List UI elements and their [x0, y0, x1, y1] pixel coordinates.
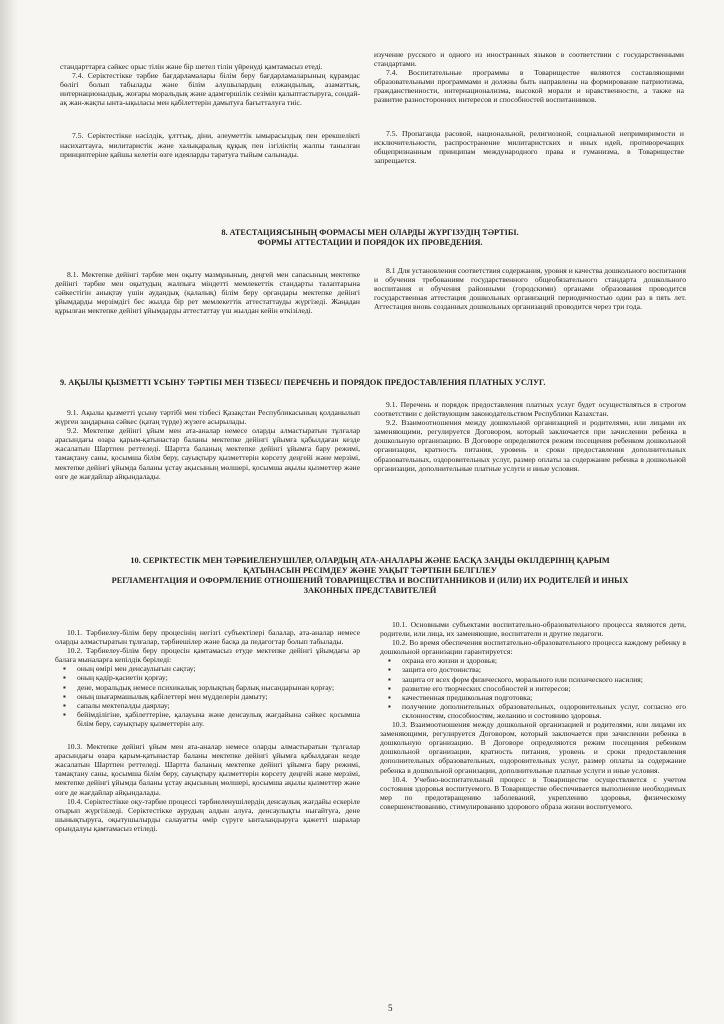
- s10-left-p3: 10.3. Мектепке дейінгі ұйым мен ата-аналар немесе оларды алмастыратын тұлғалар арасындағы өзара қарым-қатынастар баланы мектепке дейінгі ұйымға қабылдаған кезде жасалатын Шартпен реттеледі. Шартта баланың мектепке дейінгі ұйымға бару режимі, тамақтану саны, қосымша білім беру, сауықтыру қызметтерін көрсету деңгейі және мерзімі, мектепке дейінгі ұйымда баланы ұстау ақысының мөлшері, қосымша ақылы қызметтер және өзге де жағдайлар айқындалады.: [55, 742, 360, 797]
- list-item: ▪ защита от всех форм физического, морального или психического насилия;: [402, 675, 686, 684]
- s9-right-p1: 9.1. Перечень и порядок предоставления платных услуг будет осуществляться в строгом соответствии с действующим законодательством Республики Казахстан.: [374, 400, 686, 419]
- s10-left-column: [55, 628, 360, 833]
- s9-left-column: [55, 408, 360, 481]
- list-item: ▪ защита его достоинства;: [402, 665, 686, 674]
- s7-right-p0: изучение русского и одного из иностранных языков в соответствии с государственными стандартами.: [374, 50, 684, 69]
- page-number: 5: [388, 1003, 393, 1013]
- s10-heading-ru-2: ЗАКОННЫХ ПРЕДСТАВИТЕЛЕЙ: [303, 586, 437, 595]
- s10-right-p1: 10.1. Основными субъектами воспитательно-образовательного процесса являются дети, родители, или лица, их заменяющие, воспитатели и другие педагоги.: [380, 620, 686, 639]
- s10-heading-kz-1: 10. СЕРІКТЕСТІК МЕН ТӘРБИЕЛЕНУШІЛЕР, ОЛАРДЫҢ АТА-АНАЛАРЫ ЖӘНЕ БАСҚА ЗАҢДЫ ӨКІЛДЕРІНІҢ ҚАРЫМ: [130, 556, 610, 565]
- s8-heading-ru: ФОРМЫ АТТЕСТАЦИИ И ПОРЯДОК ИХ ПРОВЕДЕНИЯ.: [257, 238, 483, 247]
- s7-left-p2: 7.5. Серіктестікке нәсілдік, ұлттық, діни, әлеуметтік ымырасыздық пен ерекшелікті насихаттауға, милитаристік және халықаралық құқық пен ізгіліктің жалпы танылған принциптеріне қайшы келетін өзге идеяларды таратуға тыйым салынады.: [60, 131, 360, 159]
- s10-right-p4: 10.4. Учебно-воспитательный процесс в Товариществе осуществляется с учетом состояния здоровья воспитуемого. В Товариществе обеспечивается выполнение необходимых мер по предотвращению заболеваний, укреплению здоровья, физическому совершенствованию, стимулированию здорового образа жизни воспитуемого.: [380, 774, 686, 811]
- s10-heading: [40, 556, 700, 596]
- s8-heading-kz: 8. АТЕСТАЦИЯСЫНЫҢ ФОРМАСЫ МЕН ОЛАРДЫ ЖҮРГІЗУДІҢ ТӘРТІБІ.: [221, 228, 519, 237]
- list-item: ▪ получение дополнительных образовательных, оздоровительных услуг, согласно его склонностям, способностям, желанию и состоянию здоровья.: [402, 702, 686, 720]
- list-item: ▪ дене, моральдық немесе психикалық зорлықтың барлық нысандарынан қорғау;: [77, 683, 360, 692]
- s10-left-p1: 10.1. Тәрбиелеу-білім беру процесінің негізгі субъектілері балалар, ата-аналар немесе оларды алмастыратын тұлғалар, тәрбиешілер және басқа да педагогтар болып табылады.: [55, 628, 360, 647]
- list-item: ▪ оның шығармашылық қабілеттері мен мүдделерін дамыту;: [77, 692, 360, 701]
- s10-left-p4: 10.4. Серіктестікке оқу-тәрбие процессі тәрбиеленушілердің денсаулық жағдайы ескеріле отырып жүргізіледі. Серіктестікке аурудың алдын алуға, денсаулықты нығайтуға, дене шынықтыруға, оқытушылырды салауатты өмір сүруге ынталандыруға қажетті шаралар орындалуы қамтамасыз етіледі.: [55, 796, 360, 833]
- s9-left-p2: 9.2. Мектепке дейінгі ұйым мен ата-аналар немесе оларды алмастыратын тұлғалар арасындағы өзара қарым-қатынастар баланы мектепке дейінгі ұйымға қабылдаған кезде жасалатын Шартпен реттеледі. Шартта баланың мектепке дейінгі ұйымға бару режимі, тамақтану саны, қосымша білім беру, сауықтыру қызметтерін көрсету деңгейі және мерзімі, мектепке дейінгі ұйымда баланы ұстау ақысының мөлшері, қосымша ақылы қызметтер және өзге де жағдайлар айқындалады.: [55, 426, 360, 481]
- list-item: ▪ оның өмірі мен денсаулығын сақтау;: [77, 664, 360, 673]
- s8-right-column: [374, 266, 686, 311]
- s9-heading-text: 9. АҚЫЛЫ ҚЫЗМЕТТІ ҰСЫНУ ТӘРТІБІ МЕН ТІЗБЕСІ/ ПЕРЕЧЕНЬ И ПОРЯДОК ПРЕДОСТАВЛЕНИЯ ПЛАТНЫХ УСЛУГ.: [60, 378, 546, 387]
- s9-right-p2: 9.2. Взаимоотношения между дошкольной организацией и родителями, или лицами их заменяющими, регулируется Договором, который заключается при зачислении ребенка в дошкольную организацию. В Договоре определяются режим посещения ребенком дошкольной организации, кратность питания, уровень и сроки предоставления дополнительных образовательных, оздоровительных услуг, размер оплаты за содержание ребенка в дошкольной организации, дополнительные платные услуги и иные условия.: [374, 418, 686, 473]
- s8-left-p: 8.1. Мектепке дейінгі тәрбие мен оқыту мазмұнының, деңгей мен сапасының мектепке дейінгі тәрбие мен оқытудың жалпыға міндетті мемлекеттік стандарты талаптарына сәйкестігін анықтау үшін аудандық (қалалық) білім беру органдары мектепке дейінгі ұйымдарды мерзімдігі бес жылда бір рет мемлекеттік аттестаттауды жүргізеді. Жаңадан құрылған мектепке дейінгі ұйымдарды аттестаттау үш жылдан кейін өткізіледі.: [55, 270, 360, 316]
- s10-left-list: [55, 664, 360, 728]
- list-item: ▪ качественная предшкольная подготовка;: [402, 693, 686, 702]
- list-item: ▪ бейімділігіне, қабілеттеріне, қалауына және денсаулық жағдайына сәйкес қосымша білім беру, сауықтыру қызметтерін алу.: [77, 710, 360, 728]
- list-item: ▪ оның қадір-қасиетін қорғау;: [77, 673, 360, 682]
- list-item: ▪ сапалы мектепалды даярлау;: [77, 701, 360, 710]
- s7-left-p1: 7.4. Серіктестікке тәрбие бағдарламалары білім беру бағдарламаларының құрамдас бөлігі болып табылады және білім алушылардың елжандылық, азаматтық, интернационалдық, жоғары моральдық және адамгершілік сезімін қалыптастыруға, сондай-ақ жан-жақты ынта-ықыласы мен қабілеттерін дамытуға бағытталуға тиіс.: [60, 71, 360, 108]
- list-item: ▪ развитие его творческих способностей и интересов;: [402, 684, 686, 693]
- s7-right-p1: 7.4. Воспитательные программы в Товариществе являются составляющими образовательными программами и должны быть направлены на формирование патриотизма, гражданственности, интернационализма, высокой морали и нравственности, а также на развитие разносторонних интересов и способностей воспитанников.: [374, 68, 684, 105]
- s8-right-p: 8.1 Для установления соответствия содержания, уровня и качества дошкольного воспитания и обучения требованиям государственного общеобязательного стандарта дошкольного воспитания и обучения районными (городскими) органами образования проводится государственная аттестация дошкольных организаций периодичностью один раз в пять лет. Аттестация вновь созданных дошкольных организаций проводится через три года.: [374, 266, 686, 312]
- s9-right-column: [374, 400, 686, 473]
- s10-heading-ru-1: РЕГЛАМЕНТАЦИЯ И ОФОРМЛЕНИЕ ОТНОШЕНИЙ ТОВАРИЩЕСТВА И ВОСПИТАННИКОВ И (ИЛИ) ИХ РОДИТЕЛЕЙ И ИНЫХ: [111, 576, 629, 585]
- scan-shadow: [0, 0, 18, 1024]
- s10-right-p2: 10.2. Во время обеспечения воспитательно-образовательного процесса каждому ребенку в дошкольной организации гарантируется:: [380, 638, 686, 657]
- s8-left-column: [55, 270, 360, 315]
- s8-heading: [40, 228, 700, 248]
- s10-left-p2: 10.2. Тәрбиелеу-білім беру процесін қамтамасыз етуде мектепке дейінгі ұйымдағы әр балаға мыналарға кепілдік беріледі:: [55, 646, 360, 665]
- s10-heading-kz-2: ҚАТЫНАСЫН РЕСІМДЕУ ЖӘНЕ УАҚЫТ ТӘРТІБІН БЕЛГІЛЕУ: [243, 566, 497, 575]
- s7-left-p0: стандарттарға сәйкес орыс тілін және бір шетел тілін үйренуді қамтамасыз етеді.: [60, 62, 323, 71]
- s7-left-column: [60, 62, 360, 159]
- s10-right-column: [380, 620, 686, 811]
- s9-left-p1: 9.1. Ақылы қызметті ұсыну тәртібі мен тізбесі Қазақстан Республикасының қолданылып жүрген заңдарына сәйкес (қатаң түрде) жүзеге асырылады.: [55, 408, 360, 427]
- s10-right-list: [380, 656, 686, 720]
- s7-right-p2: 7.5. Пропаганда расовой, национальной, религиозной, социальной непримиримости и исключительности, распространение милитаристских и иных идей, противоречащих общепризнанным принципам международного права и гуманизма, в Товариществе запрещается.: [374, 128, 684, 165]
- s10-right-p3: 10.3. Взаимоотношения между дошкольной организацией и родителями, или лицами их заменяющими, регулируется Договором, который заключается при зачислении ребенка в дошкольную организацию. В Договоре определяются режим посещения ребенком дошкольной организации, кратность питания, уровень и сроки предоставления дополнительных образовательных, оздоровительных услуг, размер оплаты за содержание ребенка в дошкольной организации, дополнительные платные услуги и иные условия.: [380, 720, 686, 775]
- s7-right-column: [374, 50, 684, 165]
- s9-heading: [60, 378, 690, 388]
- list-item: ▪ охрана его жизни и здоровья;: [402, 656, 686, 665]
